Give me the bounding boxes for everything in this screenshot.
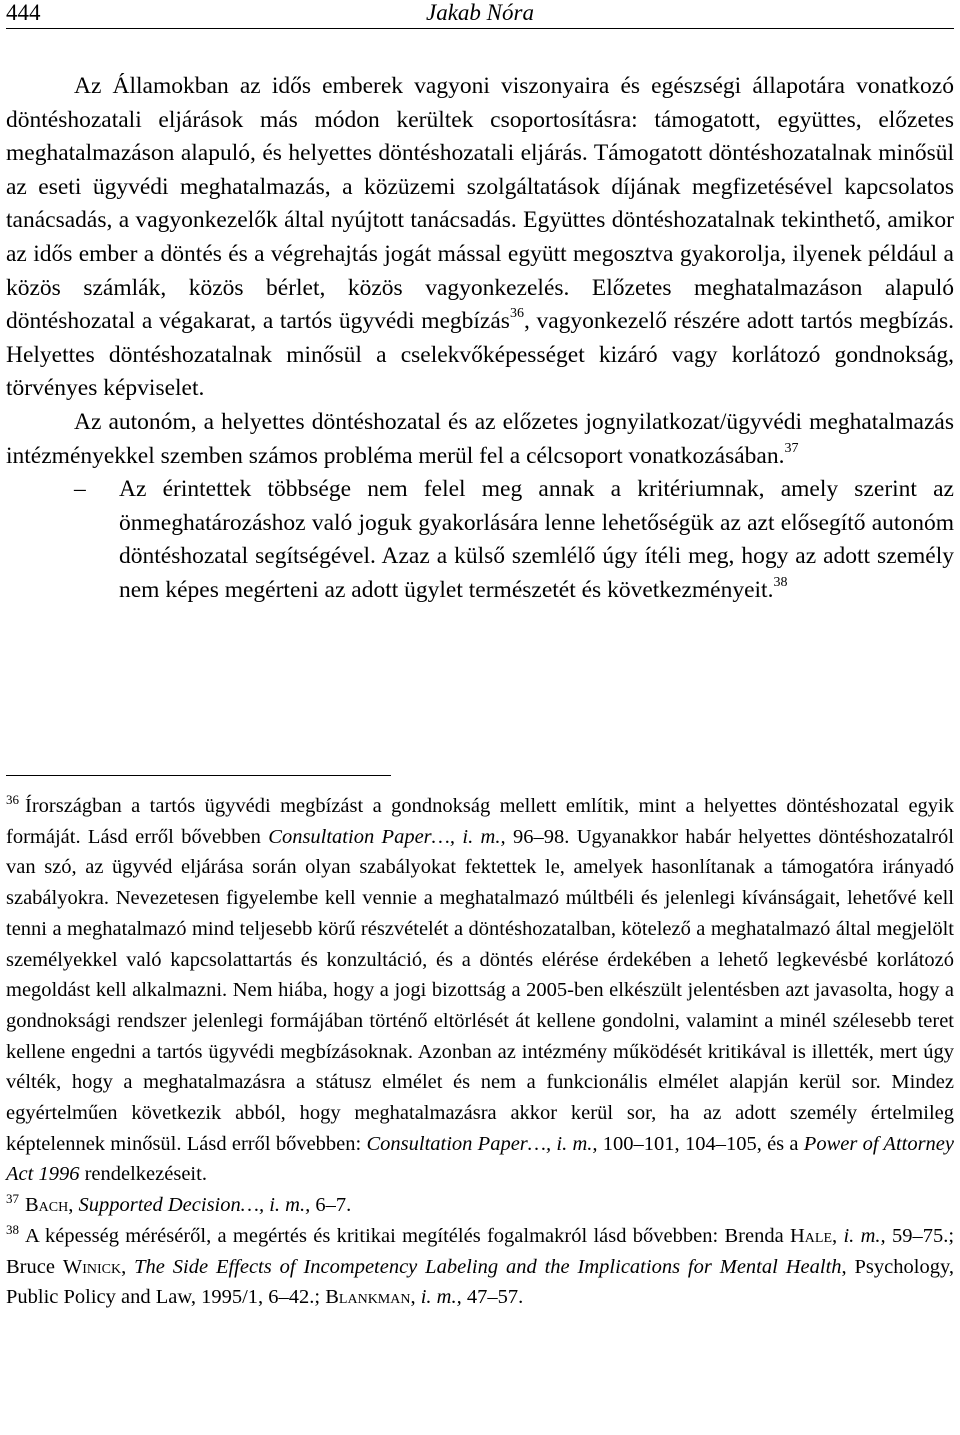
- footnote-text: 96–98. Ugyanakkor habár helyettes döntéshozatalról van szó, az ügyvéd eljárása során olyan szabályokat fektettek le, amelyek hasonlítanak a támogatóra irányadó szabályokra. Nevezetesen figyelembe kell vennie a meghatalmazó múltbéli és jelenlegi kívánságait, lehetővé kell tenni a meghatalmazó mind teljesebb körű részvételét a döntéshozatalban, kötelező a meghatalmazó által megjelölt személyekkel való kapcsolattartás és konzultáció, és a döntés elérése érdekében a lehető legkevésbé korlátozó megoldást kell alkalmazni. Nem hiába, hogy a jogi bizottság a 2005-ben elkészült jelentésben azt javasolta, hogy a gondnoksági rendszer jelenlegi formájában történő eltörlését át kellene gondolni, valamint a minél szélesebb teret kellene engedni a tartós ügyvédi megbízásoknak. Azonban az intézmény működését kritikával is illették, mert úgy vélték, hogy a meghatalmazásra a státusz elmélet és nem a funkcionális elmélet alapján kerül sor. Mindez egyértelműen következik abból, hogy meghatalmazásra akkor kerül sor, ha az adott személy értelmileg képtelennek minősül. Lásd erről bővebben:: [6, 825, 955, 1155]
- citation-title: i. m.,: [420, 1286, 462, 1309]
- page-number: 444: [6, 0, 41, 25]
- paragraph-text: , vagyonkezelő részére adott tartós megbízás. Helyettes döntéshozatalnak minősül a cselekvőképességet kizáró vagy korlátozó gondnokság, törvényes képviselet.: [6, 308, 954, 402]
- footnote-text: 6–7.: [310, 1194, 352, 1217]
- author-name: Winick: [62, 1255, 122, 1278]
- citation-title: Supported Decision…, i. m.,: [78, 1194, 311, 1217]
- author-name: Hale: [789, 1224, 833, 1247]
- footnote-text: rendelkezéseit.: [79, 1163, 207, 1186]
- footnote-number: 38: [6, 1222, 19, 1238]
- footnote-38: [6, 1221, 954, 1313]
- citation-title: The Side Effects of Incompetency Labeling and the Implications for Mental Health: [134, 1255, 842, 1278]
- citation-title: Power of Attorney Act 1996: [6, 1132, 955, 1186]
- author-name: Blankman: [325, 1286, 411, 1309]
- paragraph-text: Az autonóm, a helyettes döntéshozatal és az előzetes jognyilatkozat/ügyvédi meghatalmazás intézményekkel szemben számos probléma merül fel a célcsoport vonatkozásában.: [6, 408, 954, 469]
- footnote-text: ,: [68, 1194, 79, 1217]
- page-header: [6, 0, 954, 29]
- footnote-text: A képesség méréséről, a megértés és kritikai megítélés fogalmakról lásd bővebben: Brenda: [25, 1224, 790, 1247]
- footnote-text: Írországban a tartós ügyvédi megbízást a gondnokság mellett említik, mint a helyettes döntéshozatal egyik formáját. Lásd erről bővebben: [6, 795, 954, 848]
- citation-title: Consultation Paper…, i. m.,: [268, 825, 506, 848]
- list-item: [6, 473, 954, 607]
- running-head: Jakab Nóra: [426, 0, 534, 25]
- paragraph-text: Az Államokban az idős emberek vagyoni viszonyaira és egészségi állapotára vonatkozó döntéshozatali eljárások más módon kerültek csoportosításra: támogatott, együttes, előzetes meghatalmazáson alapuló, és helyettes döntéshozatali eljárás. Támogatott döntéshozatalnak minősül az eseti ügyvédi meghatalmazás, a közüzemi szolgáltatások díjának megfizetésével kapcsolatos tanácsadás, a vagyonkezelők által nyújtott tanácsadás. Együttes döntéshozatalnak tekinthető, amikor az idős ember a döntés és a végrehajtás jogát mással együtt megosztva gyakorolja, ilyenek például a közös számlák, közös bérlet, közös vagyonkezelés. Előzetes meghatalmazáson alapuló döntéshozatal a végakarat, a tartós ügyvédi megbízás: [6, 73, 954, 335]
- list-item-text: Az érintettek többsége nem felel meg annak a kritériumnak, amely szerint az önmeghatározáshoz való joguk gyakorlására lenne lehetőségük az azt elősegítő autonóm döntéshozatal segítségével. Azaz a külső szemlélő úgy ítéli meg, hogy az adott személy nem képes megérteni az adott ügylet természetét és következményeit.: [119, 476, 954, 603]
- footnote-37: [6, 1190, 954, 1221]
- footnote-text: , Psychology, Public Policy and Law, 1995/1, 6–42.;: [6, 1255, 955, 1309]
- footnotes: [6, 791, 954, 1313]
- footnote-separator: [6, 775, 391, 776]
- footnote-text: 47–57.: [461, 1286, 524, 1309]
- paragraph: [6, 70, 954, 406]
- paragraph: [6, 406, 954, 473]
- footnote-ref-38: 38: [773, 575, 788, 591]
- dash-bullet: –: [74, 476, 86, 503]
- author-name: Bach: [25, 1194, 69, 1217]
- footnote-number: 36: [6, 792, 19, 808]
- citation-title: Consultation Paper…, i. m.,: [366, 1132, 598, 1155]
- footnote-text: 59–75.; Bruce: [6, 1224, 955, 1278]
- footnote-text: 100–101, 104–105, és a: [597, 1132, 804, 1155]
- footnote-text: ,: [410, 1286, 421, 1309]
- footnote-text: ,: [832, 1224, 844, 1247]
- citation-title: i. m.,: [843, 1224, 886, 1247]
- footnote-text: ,: [121, 1255, 135, 1278]
- footnote-ref-36: 36: [509, 306, 524, 322]
- footnote-ref-37: 37: [784, 440, 799, 456]
- footnote-number: 37: [6, 1191, 19, 1207]
- footnote-36: [6, 791, 954, 1190]
- body-text: [6, 70, 954, 608]
